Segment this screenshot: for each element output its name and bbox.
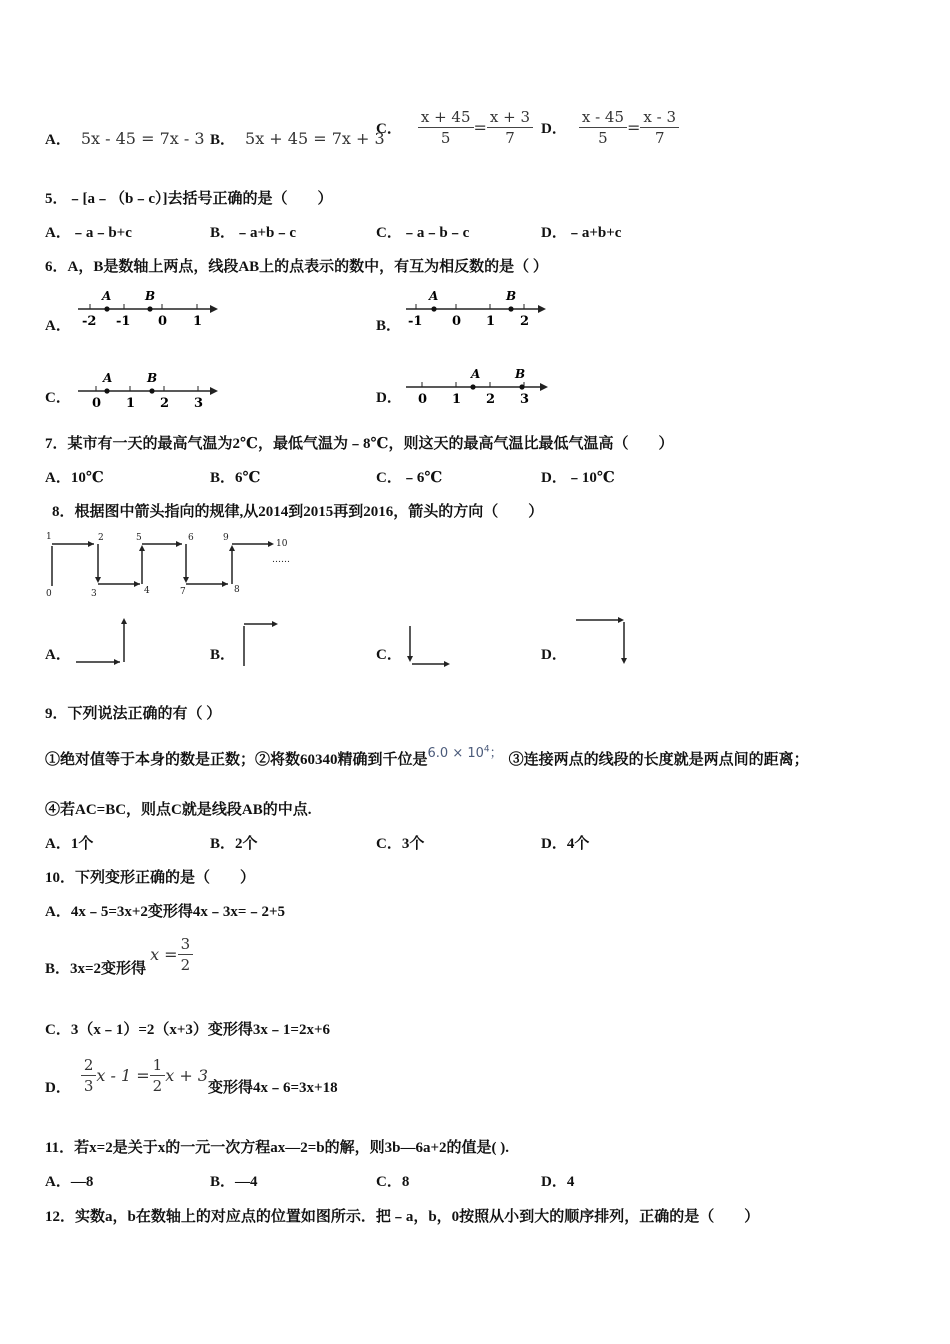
q6d-tick-3: 2 bbox=[486, 392, 496, 407]
q7-option-d[interactable]: D．﹣10℃ bbox=[541, 470, 615, 486]
q6d-label-a: A bbox=[471, 367, 481, 381]
q6c-tick-2: 1 bbox=[126, 396, 136, 411]
q6d-tick-4: 3 bbox=[520, 392, 530, 407]
q9-stem: 9．下列说法正确的有（ ） bbox=[45, 706, 222, 722]
q10-stem: 10．下列变形正确的是（ ） bbox=[45, 870, 256, 886]
q6d-tick-1: 0 bbox=[418, 392, 428, 407]
q4-option-a[interactable]: A． 5x - 45 = 7x - 3 bbox=[45, 129, 205, 148]
q8-option-c[interactable]: C． bbox=[376, 647, 402, 663]
q9-sci-notation: $6.0 \times 10^4$； bbox=[427, 744, 503, 761]
q6c-tick-3: 2 bbox=[160, 396, 170, 411]
q8-num-6: 6 bbox=[188, 533, 194, 543]
q4-option-a-expr: 5x - 45 = 7x - 3 bbox=[80, 129, 205, 148]
q4-option-c[interactable]: C． $\frac{x + 45}{5}$ = $\frac{x + 3}{7}$ bbox=[376, 102, 533, 152]
q8-num-5: 5 bbox=[136, 533, 142, 543]
q7-option-a[interactable]: A．10℃ bbox=[45, 470, 104, 486]
q6-option-a[interactable]: A． bbox=[45, 318, 71, 334]
q6a-tick-4: 1 bbox=[193, 314, 203, 329]
q11-option-c[interactable]: C．8 bbox=[376, 1174, 410, 1190]
q8-option-a-arrows bbox=[72, 614, 130, 668]
q8-num-9: 9 bbox=[223, 533, 229, 543]
q6-number-line-d bbox=[400, 366, 552, 410]
q6c-label-a: A bbox=[103, 371, 113, 385]
q6a-label-a: A bbox=[102, 289, 112, 303]
q4-option-d[interactable]: D． $\frac{x - 45}{5}$ = $\frac{x - 3}{7}$ bbox=[541, 102, 679, 152]
q6b-tick-1: -1 bbox=[408, 314, 423, 329]
q5-option-d[interactable]: D．﹣a+b+c bbox=[541, 225, 622, 241]
q10-option-d[interactable]: D． $\frac{2}{3}$ x - 1 = $\frac{1}{2}$ x + 3 变形得4x﹣6=3x+18 bbox=[45, 1055, 338, 1096]
q7-stem: 7．某市有一天的最高气温为2℃，最低气温为﹣8℃，则这天的最高气温比最低气温高（ ） bbox=[45, 436, 674, 452]
q6c-label-b: B bbox=[147, 371, 158, 385]
q8-arrow-pattern-figure bbox=[42, 530, 298, 602]
q6d-tick-2: 1 bbox=[452, 392, 462, 407]
q8-stem: 8．根据图中箭头指向的规律,从2014到2015再到2016，箭头的方向（ ） bbox=[52, 504, 544, 520]
q6-option-d[interactable]: D． bbox=[376, 390, 402, 406]
q4-option-b-expr: 5x + 45 = 7x + 3 bbox=[245, 129, 385, 148]
q9-statements-line1: ①绝对值等于本身的数是正数；②将数60340精确到千位是 $6.0 \times 10^4$； ③连接两点的线段的长度就是两点间的距离； bbox=[45, 748, 809, 769]
q8-option-d-arrows bbox=[570, 612, 632, 670]
q8-num-4: 4 bbox=[144, 586, 150, 596]
q6-number-line-c bbox=[72, 368, 222, 412]
q7-option-c[interactable]: C．﹣6℃ bbox=[376, 470, 443, 486]
q7-option-b[interactable]: B．6℃ bbox=[210, 470, 261, 486]
q8-num-10: 10 bbox=[276, 539, 288, 549]
q8-option-c-arrows bbox=[400, 620, 456, 672]
q6-option-c[interactable]: C． bbox=[45, 390, 71, 406]
q11-option-d[interactable]: D．4 bbox=[541, 1174, 575, 1190]
q6-number-line-a bbox=[72, 288, 222, 332]
q10-option-a[interactable]: A．4x﹣5=3x+2变形得4x﹣3x=﹣2+5 bbox=[45, 904, 286, 920]
q6b-label-b: B bbox=[506, 289, 517, 303]
q9-option-b[interactable]: B．2个 bbox=[210, 836, 258, 852]
q8-ellipsis: …… bbox=[272, 555, 290, 565]
q8-option-b-arrows bbox=[236, 616, 284, 670]
q11-option-a[interactable]: A．—8 bbox=[45, 1174, 94, 1190]
q6b-tick-2: 0 bbox=[452, 314, 462, 329]
q6-number-line-b bbox=[400, 288, 550, 332]
q6a-tick-2: -1 bbox=[116, 314, 131, 329]
q8-num-8: 8 bbox=[234, 585, 240, 595]
q5-option-b[interactable]: B．﹣a+b﹣c bbox=[210, 225, 297, 241]
q9-option-a[interactable]: A．1个 bbox=[45, 836, 94, 852]
q6d-label-b: B bbox=[515, 367, 526, 381]
q6c-tick-1: 0 bbox=[92, 396, 102, 411]
q8-option-b[interactable]: B． bbox=[210, 647, 236, 663]
q5-option-a[interactable]: A．﹣a﹣b+c bbox=[45, 225, 132, 241]
q6a-tick-3: 0 bbox=[158, 314, 168, 329]
q9-option-c[interactable]: C．3个 bbox=[376, 836, 425, 852]
q8-num-1: 1 bbox=[46, 532, 52, 542]
q6b-label-a: A bbox=[429, 289, 439, 303]
q10-option-c[interactable]: C．3（x﹣1）=2（x+3）变形得3x﹣1=2x+6 bbox=[45, 1022, 331, 1038]
q12-stem: 12．实数a，b在数轴上的对应点的位置如图所示．把﹣a，b，0按照从小到大的顺序排列，正确的是（ ） bbox=[45, 1209, 760, 1225]
q6-stem: 6．A，B是数轴上两点，线段AB上的点表示的数中，有互为相反数的是（ ） bbox=[45, 259, 548, 275]
q8-num-3: 3 bbox=[91, 589, 97, 599]
q9-option-d[interactable]: D．4个 bbox=[541, 836, 590, 852]
q11-option-b[interactable]: B．—4 bbox=[210, 1174, 258, 1190]
q6a-label-b: B bbox=[145, 289, 156, 303]
q8-option-d[interactable]: D． bbox=[541, 647, 567, 663]
q8-num-7: 7 bbox=[180, 587, 186, 597]
q5-stem: 5．﹣[a﹣（b﹣c）]去括号正确的是（ ） bbox=[45, 191, 333, 207]
q10-option-b[interactable]: B．3x=2变形得 x = $\frac{3}{2}$ bbox=[45, 932, 193, 980]
q6b-tick-3: 1 bbox=[486, 314, 496, 329]
q4-option-b[interactable]: B． 5x + 45 = 7x + 3 bbox=[210, 129, 385, 148]
q6-option-b[interactable]: B． bbox=[376, 318, 402, 334]
q9-statement-4: ④若AC=BC，则点C就是线段AB的中点. bbox=[45, 802, 312, 818]
q6c-tick-4: 3 bbox=[194, 396, 204, 411]
q5-option-c[interactable]: C．﹣a﹣b﹣c bbox=[376, 225, 470, 241]
q6b-tick-4: 2 bbox=[520, 314, 530, 329]
q8-num-0: 0 bbox=[46, 589, 52, 599]
q8-num-2: 2 bbox=[98, 533, 104, 543]
q6a-tick-1: -2 bbox=[82, 314, 97, 329]
q11-stem: 11．若x=2是关于x的一元一次方程ax—2=b的解，则3b—6a+2的值是( ). bbox=[45, 1140, 509, 1156]
q8-option-a[interactable]: A． bbox=[45, 647, 71, 663]
